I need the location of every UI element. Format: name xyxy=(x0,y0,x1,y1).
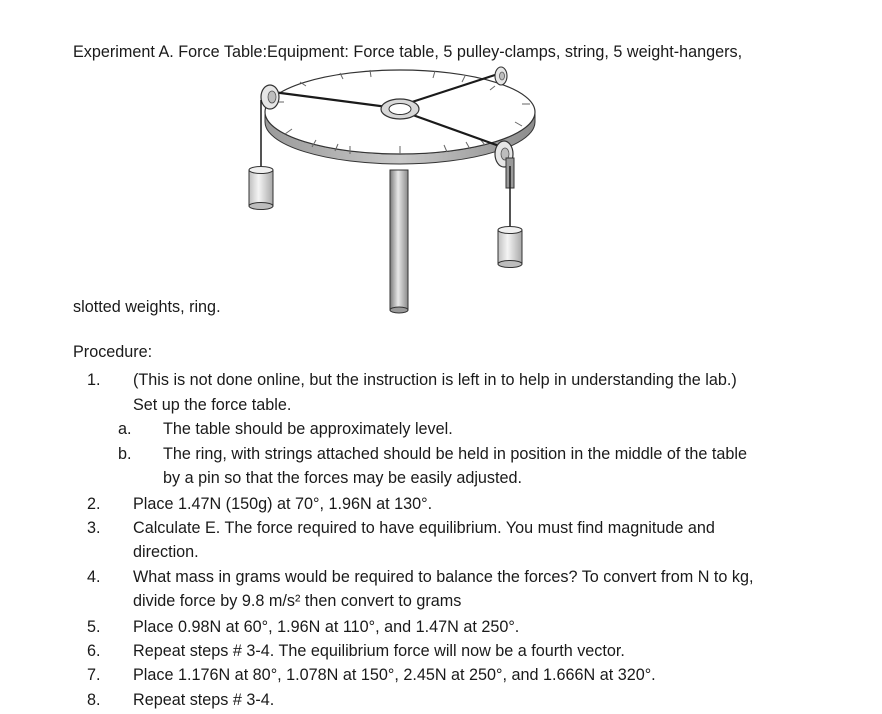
table-leg xyxy=(390,170,408,310)
step-number: 6. xyxy=(87,642,101,660)
equipment-text-line2: slotted weights, ring. xyxy=(73,298,221,316)
weight-hanger-left xyxy=(249,170,273,206)
step-text: divide force by 9.8 m/s² then convert to grams xyxy=(133,592,462,610)
step-text: Place 0.98N at 60°, 1.96N at 110°, and 1.47N at 250°. xyxy=(133,618,520,636)
step-number: 2. xyxy=(87,495,101,513)
step-number: 7. xyxy=(87,666,101,684)
weight-hanger-right xyxy=(498,230,522,264)
substep-text: by a pin so that the forces may be easily adjusted. xyxy=(163,469,523,487)
substep-text: The table should be approximately level. xyxy=(163,420,453,438)
step-number: 1. xyxy=(87,371,101,389)
step-number: 5. xyxy=(87,618,101,636)
substep-letter: a. xyxy=(118,420,132,438)
step-text: direction. xyxy=(133,543,199,561)
step-text: Place 1.176N at 80°, 1.078N at 150°, 2.45N at 250°, and 1.666N at 320°. xyxy=(133,666,656,684)
step-text: Place 1.47N (150g) at 70°, 1.96N at 130°. xyxy=(133,495,433,513)
step-text: What mass in grams would be required to balance the forces? To convert from N to kg, xyxy=(133,568,754,586)
substep-text: The ring, with strings attached should be held in position in the middle of the table xyxy=(163,445,748,463)
step-text: Repeat steps # 3-4. xyxy=(133,691,275,709)
force-table-illustration xyxy=(240,62,560,317)
step-number: 8. xyxy=(87,691,101,709)
step-text: Repeat steps # 3-4. The equilibrium force will now be a fourth vector. xyxy=(133,642,625,660)
step-number: 3. xyxy=(87,519,101,537)
step-text: Set up the force table. xyxy=(133,396,292,414)
procedure-title: Procedure: xyxy=(73,343,153,361)
step-number: 4. xyxy=(87,568,101,586)
step-text: (This is not done online, but the instruction is left in to help in understanding the lab.) xyxy=(133,371,737,389)
substep-letter: b. xyxy=(118,445,132,463)
equipment-text-line1: Experiment A. Force Table:Equipment: Force table, 5 pulley-clamps, string, 5 weight-hangers, xyxy=(73,43,743,61)
step-text: Calculate E. The force required to have equilibrium. You must find magnitude and xyxy=(133,519,715,537)
